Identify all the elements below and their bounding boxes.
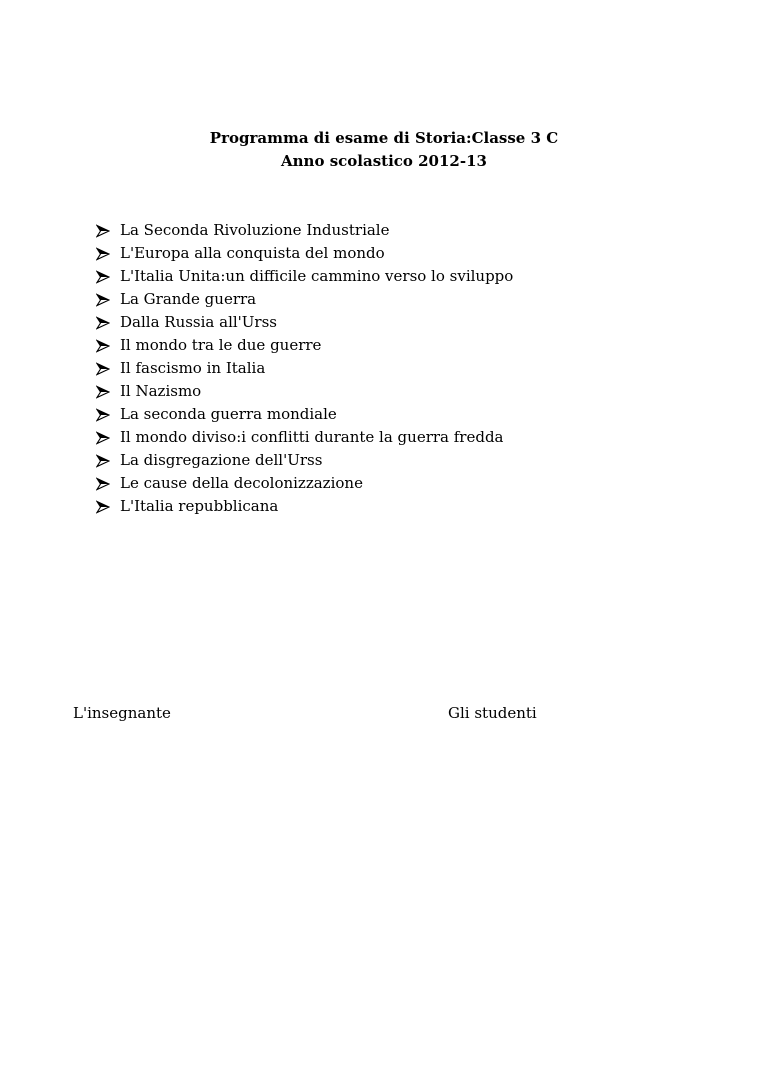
arrow-bullet-icon [96, 316, 110, 330]
list-item [96, 288, 513, 311]
arrow-bullet-icon [96, 431, 110, 445]
list-item [96, 311, 513, 334]
topic-label: Dalla Russia all'Urss [120, 313, 278, 331]
list-item [96, 334, 513, 357]
topic-label: Il Nazismo [120, 382, 202, 400]
topic-label: L'Europa alla conquista del mondo [120, 244, 385, 262]
topic-list [96, 219, 513, 518]
arrow-bullet-icon [96, 362, 110, 376]
students-signature-label: Gli studenti [448, 704, 537, 722]
list-item [96, 403, 513, 426]
list-item [96, 357, 513, 380]
arrow-bullet-icon [96, 270, 110, 284]
topic-label: L'Italia repubblicana [120, 497, 279, 515]
list-item [96, 380, 513, 403]
arrow-bullet-icon [96, 408, 110, 422]
arrow-bullet-icon [96, 339, 110, 353]
list-item [96, 242, 513, 265]
list-item [96, 426, 513, 449]
topic-label: La seconda guerra mondiale [120, 405, 337, 423]
teacher-signature-label: L'insegnante [73, 704, 171, 722]
document-header [0, 127, 768, 173]
topic-label: Le cause della decolonizzazione [120, 474, 363, 492]
arrow-bullet-icon [96, 454, 110, 468]
list-item [96, 449, 513, 472]
list-item [96, 495, 513, 518]
arrow-bullet-icon [96, 477, 110, 491]
list-item [96, 219, 513, 242]
topic-label: L'Italia Unita:un difficile cammino verso lo sviluppo [120, 267, 514, 285]
arrow-bullet-icon [96, 247, 110, 261]
topic-label: La Grande guerra [120, 290, 257, 308]
arrow-bullet-icon [96, 224, 110, 238]
list-item [96, 472, 513, 495]
topic-label: Il mondo diviso:i conflitti durante la guerra fredda [120, 428, 504, 446]
arrow-bullet-icon [96, 293, 110, 307]
school-year: Anno scolastico 2012-13 [281, 152, 487, 170]
list-item [96, 265, 513, 288]
topic-label: La disgregazione dell'Urss [120, 451, 323, 469]
topic-label: Il mondo tra le due guerre [120, 336, 322, 354]
topic-label: Il fascismo in Italia [120, 359, 266, 377]
arrow-bullet-icon [96, 500, 110, 514]
document-title: Programma di esame di Storia:Classe 3 C [209, 129, 559, 147]
arrow-bullet-icon [96, 385, 110, 399]
topic-label: La Seconda Rivoluzione Industriale [120, 221, 390, 239]
